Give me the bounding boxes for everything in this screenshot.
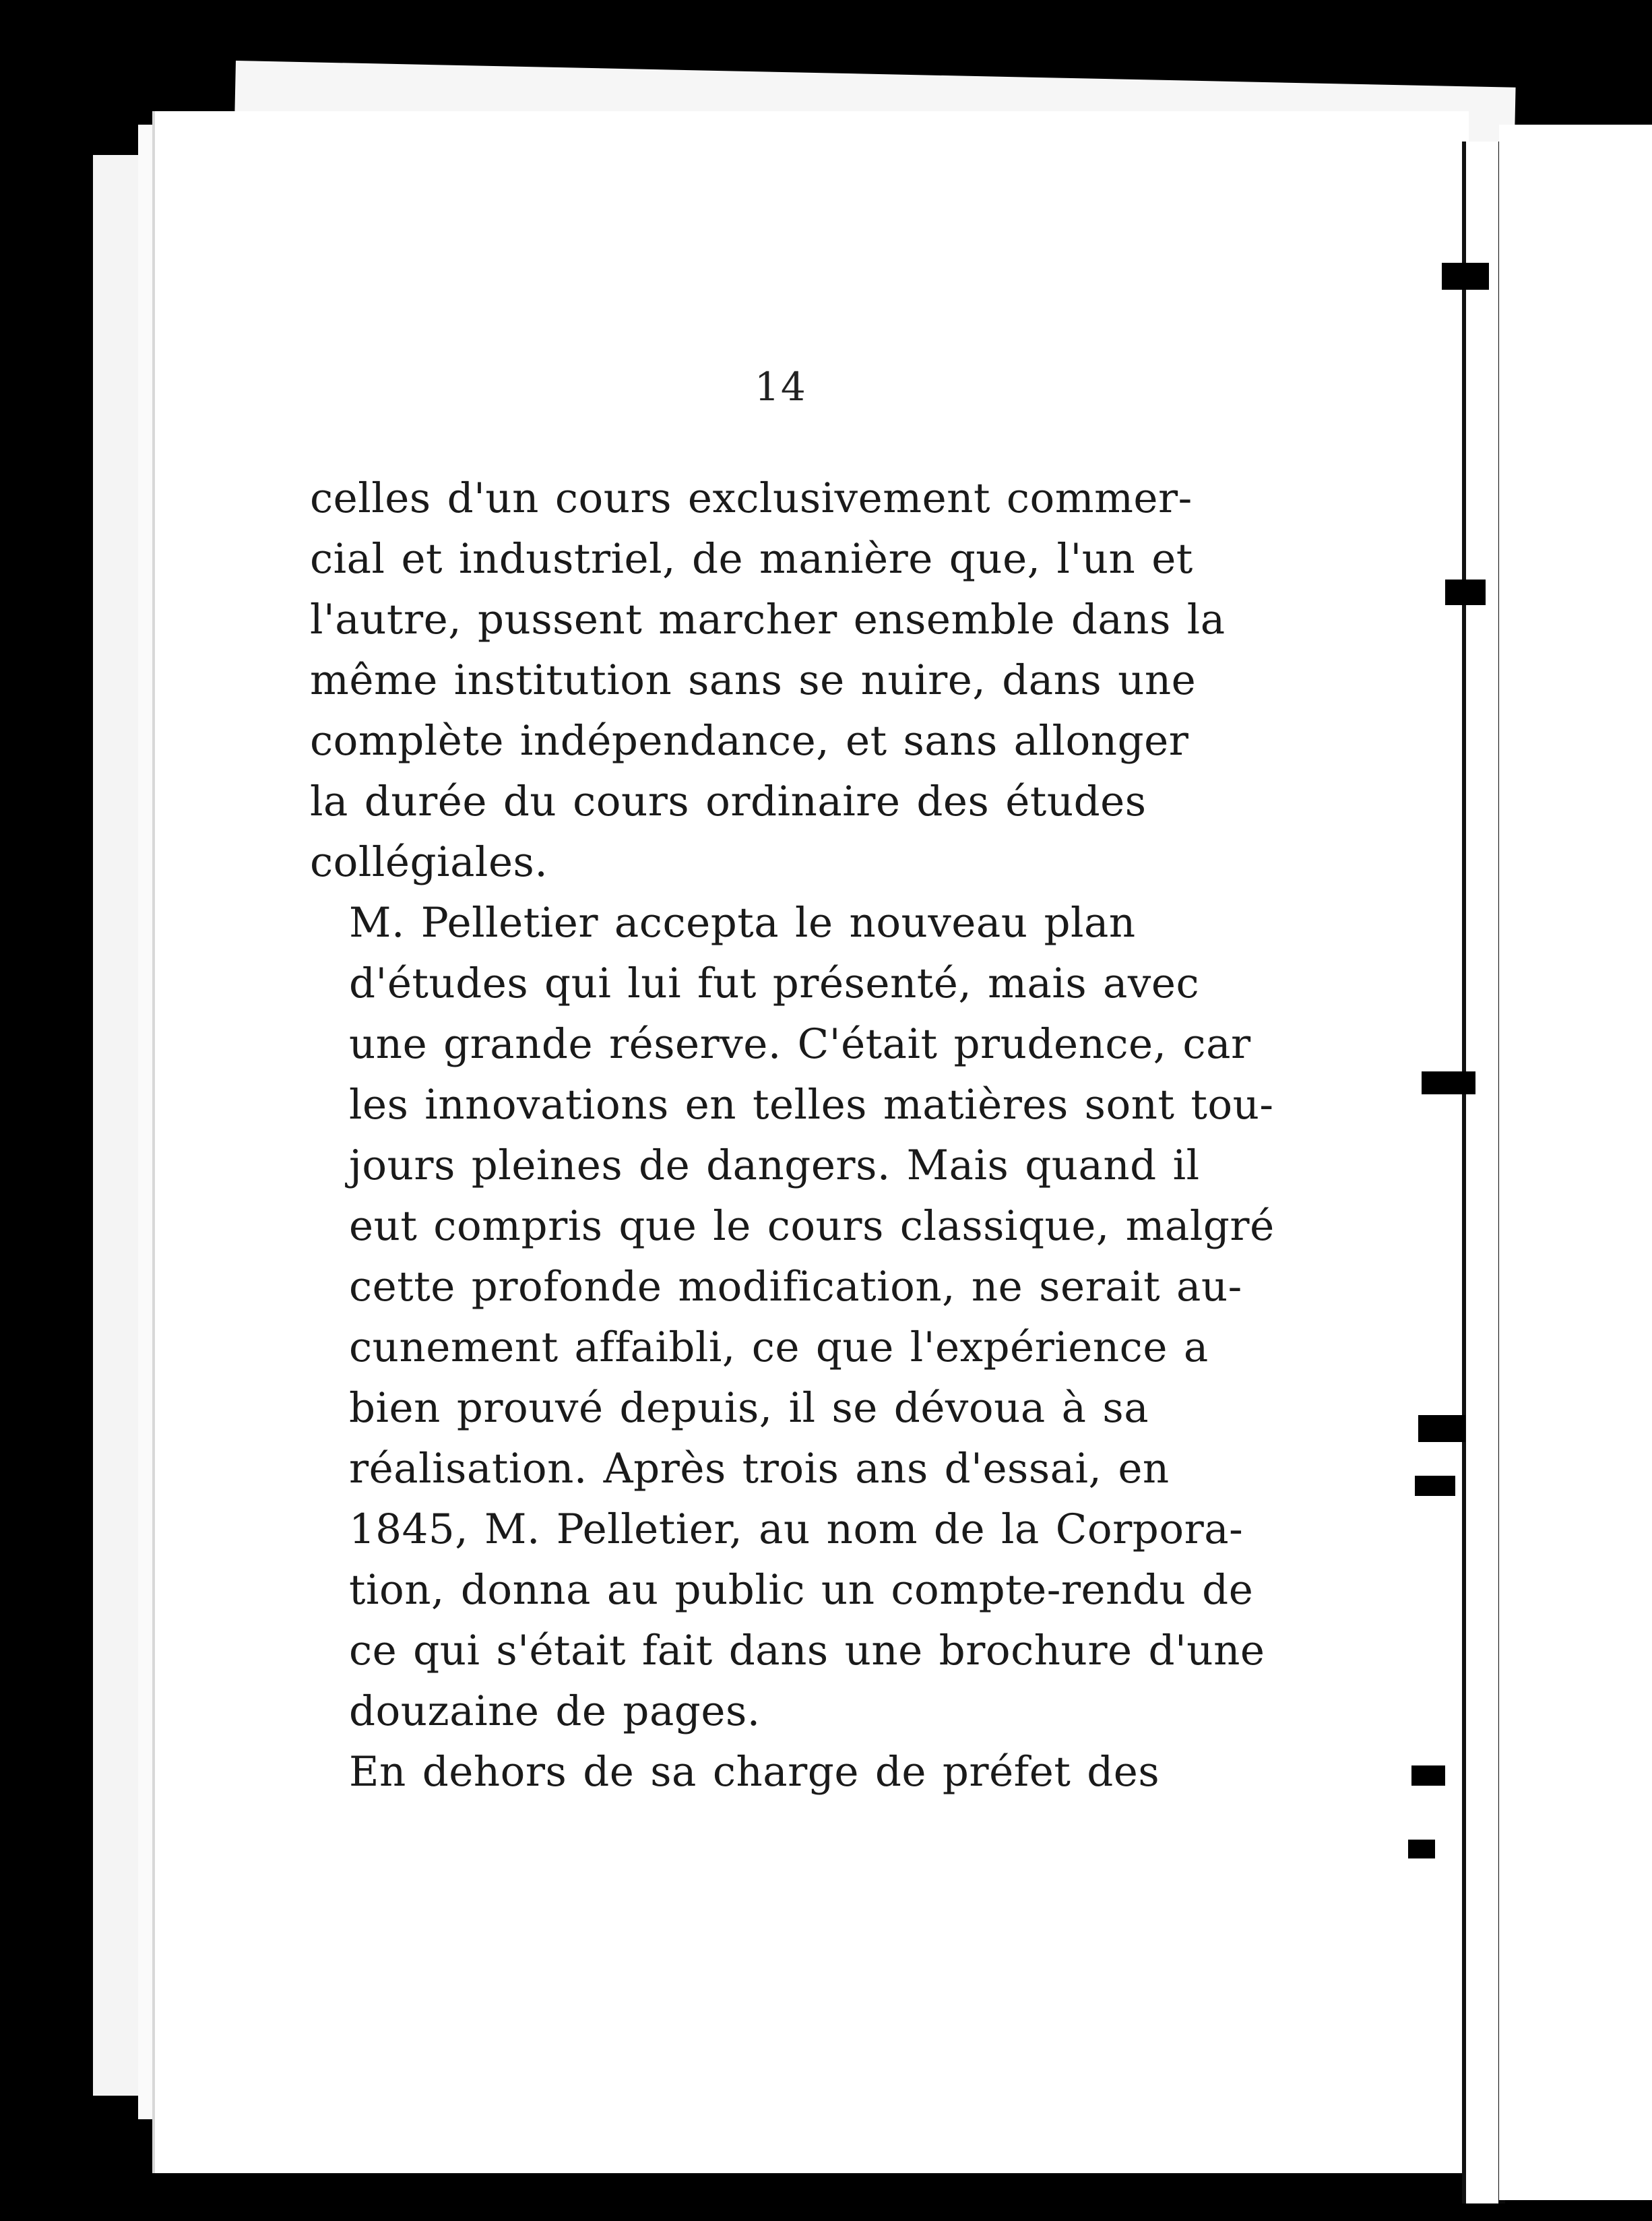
paragraph-3 — [310, 1742, 1199, 1803]
text-line: complète indépendance, et sans allonger — [310, 717, 1189, 765]
text-line: collégiales. — [310, 838, 548, 886]
text-line: ce qui s'était fait dans une brochure d'une — [349, 1627, 1265, 1675]
text-line: une grande réserve. C'était prudence, car — [349, 1020, 1251, 1068]
text-line: bien prouvé depuis, il se dévoua à sa — [349, 1384, 1149, 1432]
stitch-mark — [1408, 1840, 1435, 1858]
stitch-mark — [1411, 1765, 1445, 1786]
paragraph-1 — [310, 468, 1226, 893]
text-line: douzaine de pages. — [349, 1687, 761, 1735]
text-line: l'autre, pussent marcher ensemble dans la — [310, 596, 1226, 644]
text-line: celles d'un cours exclusivement commer- — [310, 474, 1193, 522]
text-line: les innovations en telles matières sont tou- — [349, 1081, 1274, 1129]
body-text — [310, 367, 1275, 1803]
facing-page-strip — [1499, 125, 1652, 2200]
stitch-mark — [1422, 1071, 1475, 1094]
text-line: M. Pelletier accepta le nouveau plan — [349, 899, 1136, 947]
text-line: En dehors de sa charge de préfet des — [349, 1748, 1160, 1796]
paragraph-2 — [310, 893, 1275, 1742]
stitch-mark — [1415, 1476, 1455, 1496]
text-line: la durée du cours ordinaire des études — [310, 778, 1147, 825]
stitch-mark — [1442, 263, 1489, 290]
text-line: tion, donna au public un compte-rendu de — [349, 1566, 1254, 1614]
page-number: 14 — [755, 364, 807, 410]
stitch-mark — [1418, 1415, 1465, 1442]
stitch-mark — [1445, 580, 1486, 605]
text-line: réalisation. Après trois ans d'essai, en — [349, 1445, 1170, 1493]
text-line: jours pleines de dangers. Mais quand il — [349, 1141, 1200, 1189]
text-line: cial et industriel, de manière que, l'un et — [310, 535, 1193, 583]
text-line: cunement affaibli, ce que l'expérience a — [349, 1323, 1209, 1371]
text-line: même institution sans se nuire, dans une — [310, 656, 1197, 704]
text-line: cette profonde modification, ne serait au- — [349, 1263, 1242, 1311]
text-line: 1845, M. Pelletier, au nom de la Corpora- — [349, 1505, 1244, 1553]
text-line: d'études qui lui fut présenté, mais avec — [349, 960, 1200, 1007]
text-line: eut compris que le cours classique, malgré — [349, 1202, 1275, 1250]
